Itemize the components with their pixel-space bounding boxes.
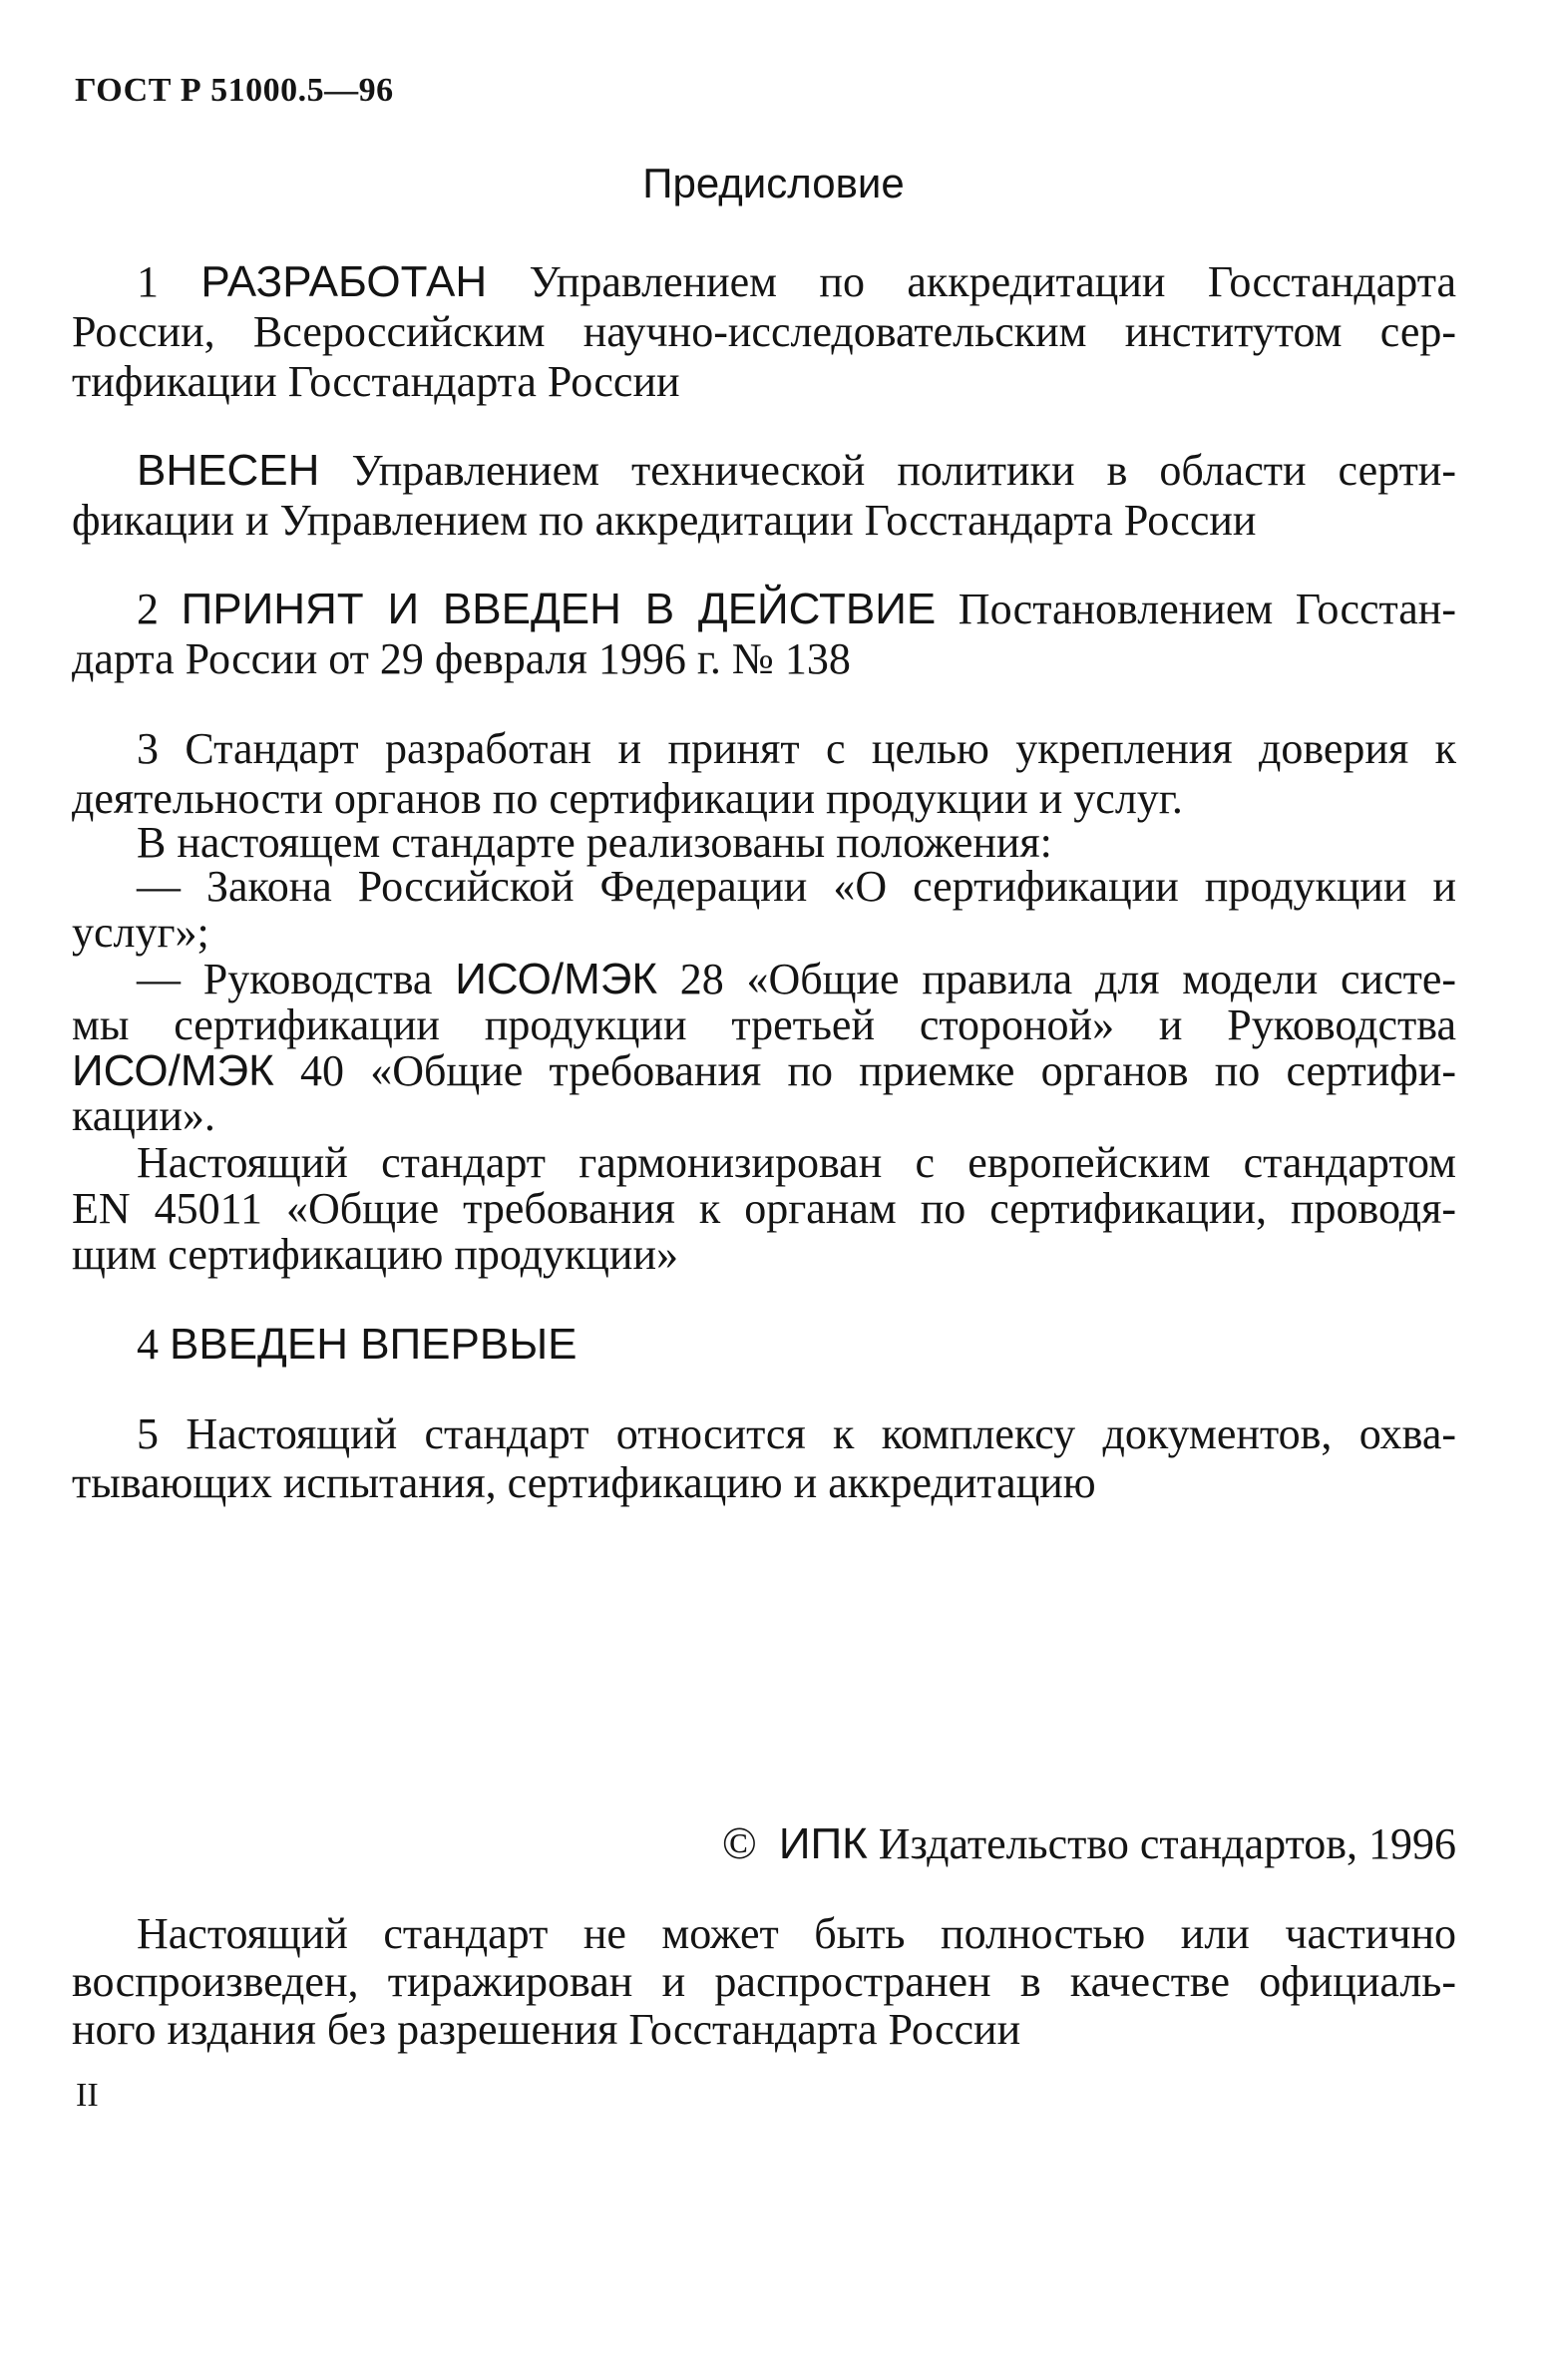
copyright-line [72, 1818, 1456, 1869]
item5-line2: тывающих испытания, сертификацию и аккредитацию [72, 1458, 1096, 1507]
item1-number: 1 [137, 257, 159, 306]
item2-lead: ПРИНЯТ И ВВЕДЕН В ДЕЙСТВИЕ [181, 585, 937, 633]
page-title: Предисловие [642, 160, 905, 206]
item3-line2: деятельности органов по сертификации продукции и услуг. [72, 774, 1183, 823]
document-code: ГОСТ Р 51000.5—96 [75, 72, 394, 109]
item4-number: 4 [137, 1320, 159, 1369]
vnesen-text-1: Управлением технической политики в области серти- [351, 446, 1457, 495]
item3-line6 [137, 955, 1456, 1004]
item2-text-1: Постановлением Госстан- [958, 585, 1457, 633]
item1-line1 [137, 257, 1456, 307]
page-number: II [76, 2077, 99, 2114]
item3-line11: EN 45011 «Общие требования к органам по сертификации, проводя- [72, 1184, 1456, 1233]
item3-line6-a: — Руководства [137, 955, 433, 1003]
item5-line1: 5 Настоящий стандарт относится к комплексу документов, охва- [137, 1409, 1456, 1458]
item3-line7: мы сертификации продукции третьей стороной» и Руководства [72, 1000, 1456, 1049]
notice-line2: воспроизведен, тиражирован и распространен в качестве официаль- [72, 1957, 1456, 2006]
notice-line3: ного издания без разрешения Госстандарта России [72, 2005, 1021, 2054]
item3-line3: В настоящем стандарте реализованы положения: [137, 818, 1052, 867]
item3-line10: Настоящий стандарт гармонизирован с европейским стандартом [137, 1138, 1456, 1187]
copyright-symbol: © [721, 1817, 757, 1868]
item3-line12: щим сертификацию продукции» [72, 1230, 679, 1279]
item3-line8-iso: ИСО/МЭК [72, 1046, 274, 1095]
vnesen-line1 [137, 446, 1456, 496]
notice-line1: Настоящий стандарт не может быть полностью или частично [137, 1909, 1456, 1958]
copyright-publisher: ИПК [778, 1819, 868, 1868]
item4-line [137, 1320, 1456, 1370]
item3-line8-b: 40 «Общие требования по приемке органов по сертифи- [300, 1046, 1456, 1095]
vnesen-lead: ВНЕСЕН [137, 446, 320, 495]
copyright-text: Издательство стандартов, 1996 [878, 1819, 1456, 1868]
item3-line9: кации». [72, 1091, 215, 1140]
vnesen-line2: фикации и Управлением по аккредитации Госстандарта России [72, 496, 1257, 545]
item3-line1: 3 Стандарт разработан и принят с целью укрепления доверия к [137, 724, 1456, 773]
item3-line8 [72, 1046, 1456, 1096]
item1-line2: России, Всероссийским научно-исследовательским институтом сер- [72, 307, 1456, 356]
item3-line4: — Закона Российской Федерации «О сертификации продукции и [137, 862, 1456, 911]
item3-line6-c: 28 «Общие правила для модели систе- [679, 955, 1457, 1003]
item1-text-1: Управлением по аккредитации Госстандарта [529, 257, 1457, 306]
item3-line5: услуг»; [72, 908, 209, 957]
item2-number: 2 [137, 585, 159, 633]
item2-line2: дарта России от 29 февраля 1996 г. № 138 [72, 634, 851, 683]
item2-line1 [137, 585, 1456, 634]
item1-line3: тификации Госстандарта России [72, 357, 680, 406]
item4-text: ВВЕДЕН ВПЕРВЫЕ [170, 1320, 578, 1369]
item1-lead: РАЗРАБОТАН [200, 257, 488, 306]
item3-line6-iso: ИСО/МЭК [455, 955, 657, 1003]
